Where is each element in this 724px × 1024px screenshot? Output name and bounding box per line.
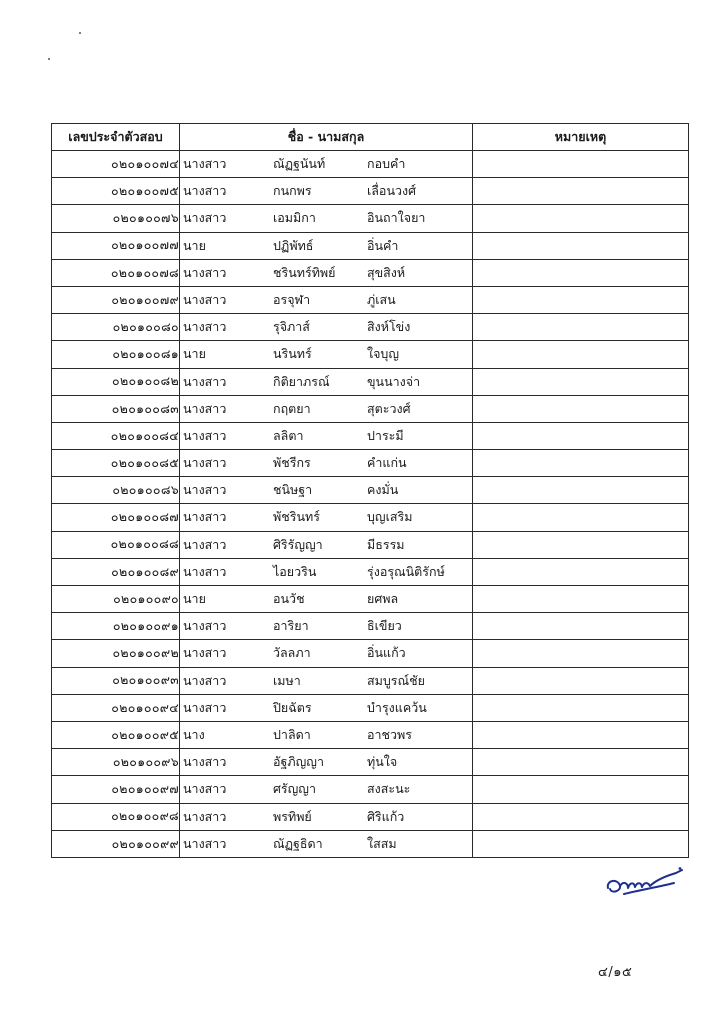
name-prefix: นาย	[183, 591, 206, 606]
last-name: ธิเขียว	[367, 618, 402, 634]
full-name-cell	[180, 422, 473, 449]
last-name: สงสะนะ	[367, 781, 411, 797]
full-name-cell	[180, 178, 473, 205]
last-name: เลื่อนวงศ์	[367, 183, 417, 199]
first-name: นรินทร์	[273, 346, 312, 362]
table-row	[52, 749, 689, 776]
first-name: ปิยฉัตร	[273, 699, 312, 715]
first-name: เมษา	[273, 672, 301, 688]
first-name: ปฏิพัทธ์	[273, 237, 314, 253]
remarks-cell	[473, 151, 689, 178]
scan-speck	[48, 58, 50, 60]
last-name: ยศพล	[367, 591, 399, 606]
exam-id-cell: ๐๒๐๑๐๐๘๕	[52, 450, 180, 477]
last-name: ขุนนางจ่า	[367, 373, 421, 389]
exam-id-cell: ๐๒๐๑๐๐๘๐	[52, 314, 180, 341]
first-name: กนกพร	[273, 183, 312, 199]
name-prefix: นางสาว	[183, 672, 227, 688]
full-name-cell	[180, 776, 473, 803]
table-row	[52, 314, 689, 341]
name-prefix: นางสาว	[183, 427, 227, 443]
name-prefix: นางสาว	[183, 618, 227, 634]
table-row	[52, 232, 689, 259]
name-prefix: นางสาว	[183, 291, 227, 307]
signature	[604, 866, 686, 900]
remarks-cell	[473, 586, 689, 613]
remarks-cell	[473, 613, 689, 640]
remarks-cell	[473, 314, 689, 341]
first-name: ณัฏฐนันท์	[273, 156, 326, 171]
exam-id-cell: ๐๒๐๑๐๐๙๐	[52, 586, 180, 613]
exam-id-cell: ๐๒๐๑๐๐๙๔	[52, 694, 180, 721]
full-name-cell	[180, 558, 473, 585]
remarks-cell	[473, 395, 689, 422]
full-name-cell	[180, 286, 473, 313]
first-name: กิติยาภรณ์	[273, 373, 330, 389]
table-row	[52, 504, 689, 531]
full-name-cell	[180, 450, 473, 477]
full-name-cell	[180, 694, 473, 721]
name-prefix: นางสาว	[183, 781, 227, 797]
table-row	[52, 286, 689, 313]
first-name: เอมมิกา	[273, 210, 316, 226]
last-name: สุตะวงศ์	[367, 400, 411, 416]
remarks-cell	[473, 450, 689, 477]
name-prefix: นางสาว	[183, 319, 227, 335]
last-name: อินถาใจยา	[367, 210, 426, 226]
name-prefix: นางสาว	[183, 482, 227, 498]
last-name: ใสสม	[367, 835, 397, 851]
last-name: สิงห์โข่ง	[367, 319, 411, 335]
remarks-cell	[473, 640, 689, 667]
first-name: อนวัช	[273, 591, 305, 606]
full-name-cell	[180, 504, 473, 531]
exam-id-cell: ๐๒๐๑๐๐๗๗	[52, 232, 180, 259]
last-name: มีธรรม	[367, 536, 405, 552]
remarks-cell	[473, 803, 689, 830]
header-full-name: ชื่อ - นามสกุล	[180, 124, 473, 151]
name-prefix: นาง	[183, 726, 205, 742]
exam-id-cell: ๐๒๐๑๐๐๘๒	[52, 368, 180, 395]
exam-id-cell: ๐๒๐๑๐๐๘๙	[52, 558, 180, 585]
remarks-cell	[473, 232, 689, 259]
last-name: คำแก่น	[367, 455, 407, 471]
name-prefix: นาย	[183, 346, 206, 362]
first-name: พัชรีกร	[273, 455, 311, 471]
table-row	[52, 450, 689, 477]
full-name-cell	[180, 613, 473, 640]
remarks-cell	[473, 477, 689, 504]
full-name-cell	[180, 368, 473, 395]
exam-id-cell: ๐๒๐๑๐๐๙๑	[52, 613, 180, 640]
last-name: อิ่นคำ	[367, 237, 399, 253]
scan-speck	[79, 32, 81, 34]
table-row	[52, 151, 689, 178]
exam-id-cell: ๐๒๐๑๐๐๙๒	[52, 640, 180, 667]
full-name-cell	[180, 151, 473, 178]
full-name-cell	[180, 205, 473, 232]
exam-id-cell: ๐๒๐๑๐๐๙๕	[52, 721, 180, 748]
remarks-cell	[473, 830, 689, 857]
exam-id-cell: ๐๒๐๑๐๐๗๔	[52, 151, 180, 178]
full-name-cell	[180, 531, 473, 558]
table-row	[52, 395, 689, 422]
header-exam-id: เลขประจำตัวสอบ	[52, 124, 180, 151]
remarks-cell	[473, 205, 689, 232]
name-prefix: นางสาว	[183, 699, 227, 715]
first-name: พัชรินทร์	[273, 509, 320, 525]
name-prefix: นางสาว	[183, 264, 227, 280]
full-name-cell	[180, 477, 473, 504]
first-name: อรจุฬา	[273, 291, 311, 307]
table-row	[52, 477, 689, 504]
full-name-cell	[180, 314, 473, 341]
table-row	[52, 613, 689, 640]
table-row	[52, 531, 689, 558]
exam-id-cell: ๐๒๐๑๐๐๙๘	[52, 803, 180, 830]
last-name: สุขสิงห์	[367, 264, 406, 280]
table-row	[52, 422, 689, 449]
first-name: ไอยวริน	[273, 563, 317, 579]
last-name: ศิริแก้ว	[367, 808, 405, 824]
full-name-cell	[180, 640, 473, 667]
name-prefix: นางสาว	[183, 156, 227, 171]
table-row	[52, 776, 689, 803]
remarks-cell	[473, 667, 689, 694]
exam-id-cell: ๐๒๐๑๐๐๘๔	[52, 422, 180, 449]
full-name-cell	[180, 395, 473, 422]
exam-id-cell: ๐๒๐๑๐๐๙๓	[52, 667, 180, 694]
remarks-cell	[473, 776, 689, 803]
first-name: ศิริรัญญา	[273, 536, 323, 552]
name-prefix: นางสาว	[183, 509, 227, 525]
name-prefix: นางสาว	[183, 455, 227, 471]
first-name: พรทิพย์	[273, 808, 312, 824]
full-name-cell	[180, 830, 473, 857]
remarks-cell	[473, 531, 689, 558]
first-name: ชรินทร์ทิพย์	[273, 264, 336, 280]
table-row	[52, 341, 689, 368]
full-name-cell	[180, 803, 473, 830]
exam-id-cell: ๐๒๐๑๐๐๗๖	[52, 205, 180, 232]
table-row	[52, 368, 689, 395]
name-prefix: นางสาว	[183, 210, 227, 226]
last-name: กอบคำ	[367, 156, 406, 171]
remarks-cell	[473, 286, 689, 313]
exam-id-cell: ๐๒๐๑๐๐๙๗	[52, 776, 180, 803]
first-name: ชนิษฐา	[273, 482, 313, 498]
name-prefix: นางสาว	[183, 536, 227, 552]
table-row	[52, 694, 689, 721]
table-row	[52, 803, 689, 830]
remarks-cell	[473, 504, 689, 531]
page-number: ๔/๑๕	[598, 965, 633, 980]
name-prefix: นางสาว	[183, 835, 227, 851]
last-name: ใจบุญ	[367, 346, 400, 362]
last-name: บุญเสริม	[367, 509, 413, 525]
exam-id-cell: ๐๒๐๑๐๐๗๘	[52, 259, 180, 286]
first-name: อัฐภิญญา	[273, 754, 324, 770]
remarks-cell	[473, 341, 689, 368]
remarks-cell	[473, 422, 689, 449]
remarks-cell	[473, 721, 689, 748]
name-prefix: นางสาว	[183, 183, 227, 199]
remarks-cell	[473, 178, 689, 205]
remarks-cell	[473, 694, 689, 721]
full-name-cell	[180, 749, 473, 776]
last-name: อิ่นแก้ว	[367, 645, 406, 661]
first-name: ปาลิดา	[273, 726, 311, 742]
remarks-cell	[473, 259, 689, 286]
table-row	[52, 667, 689, 694]
exam-id-cell: ๐๒๐๑๐๐๘๘	[52, 531, 180, 558]
first-name: รุจิภาส์	[273, 319, 310, 335]
remarks-cell	[473, 368, 689, 395]
last-name: อาชวพร	[367, 726, 412, 742]
full-name-cell	[180, 586, 473, 613]
last-name: ภู่เสน	[367, 291, 396, 307]
exam-id-cell: ๐๒๐๑๐๐๘๖	[52, 477, 180, 504]
table-row	[52, 259, 689, 286]
first-name: กฤตยา	[273, 400, 311, 416]
name-prefix: นาย	[183, 237, 206, 253]
candidate-table	[51, 123, 689, 858]
full-name-cell	[180, 721, 473, 748]
table-row	[52, 586, 689, 613]
table-header-row	[52, 124, 689, 151]
exam-id-cell: ๐๒๐๑๐๐๙๙	[52, 830, 180, 857]
table-row	[52, 830, 689, 857]
remarks-cell	[473, 558, 689, 585]
name-prefix: นางสาว	[183, 645, 227, 661]
last-name: ปาระมี	[367, 427, 404, 443]
exam-id-cell: ๐๒๐๑๐๐๘๓	[52, 395, 180, 422]
remarks-cell	[473, 749, 689, 776]
first-name: ลลิตา	[273, 427, 304, 443]
first-name: วัลลภา	[273, 645, 311, 661]
exam-id-cell: ๐๒๐๑๐๐๘๗	[52, 504, 180, 531]
first-name: ศรัญญา	[273, 781, 316, 797]
name-prefix: นางสาว	[183, 563, 227, 579]
last-name: ทุ่นใจ	[367, 754, 398, 770]
first-name: ณัฏฐธิดา	[273, 835, 323, 851]
full-name-cell	[180, 341, 473, 368]
table-row	[52, 178, 689, 205]
table-row	[52, 558, 689, 585]
name-prefix: นางสาว	[183, 373, 227, 389]
first-name: อาริยา	[273, 618, 309, 634]
table-row	[52, 640, 689, 667]
name-prefix: นางสาว	[183, 400, 227, 416]
full-name-cell	[180, 667, 473, 694]
name-prefix: นางสาว	[183, 754, 227, 770]
last-name: รุ่งอรุณนิติรักษ์	[367, 563, 445, 579]
table-row	[52, 721, 689, 748]
last-name: สมบูรณ์ชัย	[367, 672, 425, 688]
exam-id-cell: ๐๒๐๑๐๐๙๖	[52, 749, 180, 776]
exam-id-cell: ๐๒๐๑๐๐๗๕	[52, 178, 180, 205]
name-prefix: นางสาว	[183, 808, 227, 824]
full-name-cell	[180, 232, 473, 259]
full-name-cell	[180, 259, 473, 286]
last-name: บำรุงแคว้น	[367, 699, 427, 715]
header-remarks: หมายเหตุ	[473, 124, 689, 151]
table-row	[52, 205, 689, 232]
exam-id-cell: ๐๒๐๑๐๐๗๙	[52, 286, 180, 313]
last-name: คงมั่น	[367, 482, 399, 498]
exam-id-cell: ๐๒๐๑๐๐๘๑	[52, 341, 180, 368]
